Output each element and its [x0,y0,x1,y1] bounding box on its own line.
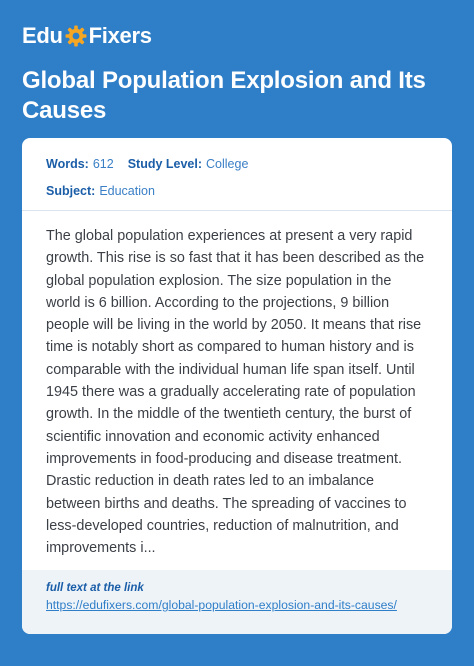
gear-icon [64,24,88,48]
logo-text-fixers: Fixers [88,23,152,48]
words-value: 612 [92,157,114,171]
full-text-link[interactable]: https://edufixers.com/global-population-explosion-and-its-causes/ [46,598,397,612]
essay-meta [22,138,452,199]
essay-excerpt: The global population experiences at present a very rapid growth. This rise is so fast that it has been described as the global population explosion. The size population in the world is 6 billion. According to the projections, 9 billion people will be living in the world by 2050. It means that rise time is notably short as compared to human history and is comparable with the individual human life span itself. Until 1945 there was a gradually accelerating rate of population growth. In the middle of the twentieth century, the burst of scientific innovation and economic activity enhanced improvements in food-producing and disease treatment. Drastic reduction in death rates led to an imbalance between births and deaths. The spreading of vaccines to less-developed countries, reduction of malnutrition, and improvements i... [46,228,425,555]
full-text-footer [22,570,452,634]
page-title: Global Population Explosion and Its Causes [22,67,426,124]
essay-card [22,138,452,634]
logo-text-edu: Edu [22,23,63,48]
full-text-label: full text at the link [46,582,144,594]
meta-row-subject [46,183,428,199]
study-level-value: College [206,157,249,171]
edufixers-logo[interactable] [22,22,152,50]
subject-label: Subject: [46,184,96,198]
subject-value: Education [99,184,155,198]
words-label: Words: [46,157,89,171]
study-level-label: Study Level: [127,157,203,171]
meta-row-primary [46,156,428,172]
